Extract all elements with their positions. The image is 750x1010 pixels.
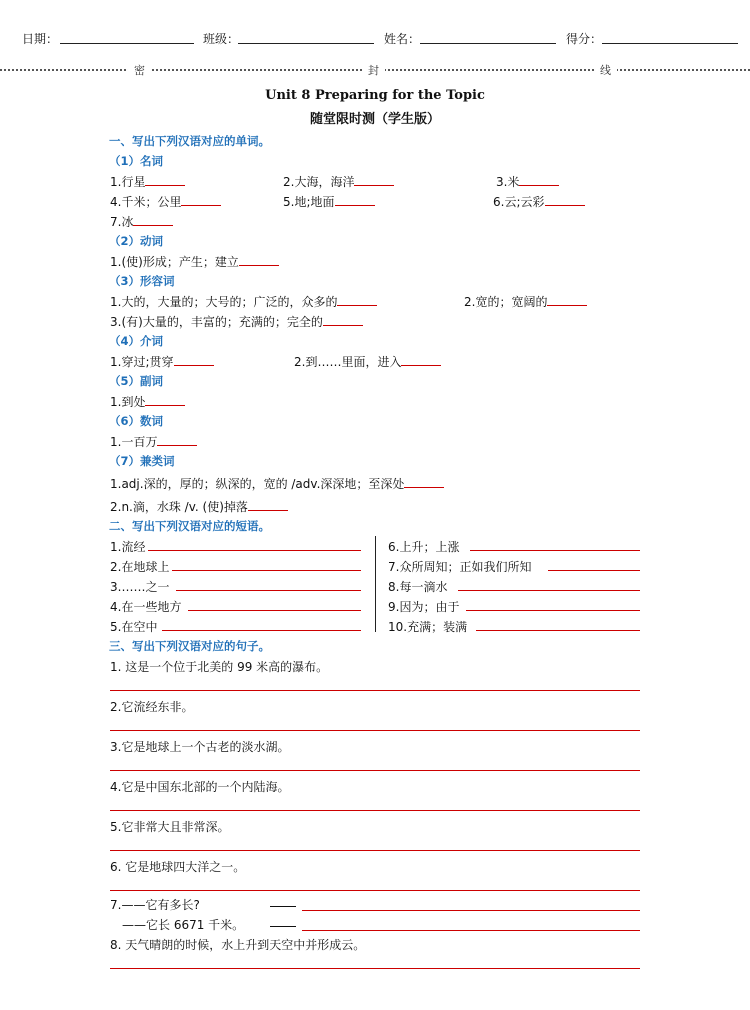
noun-item-5 [283,193,375,210]
answer-blank[interactable] [323,313,363,326]
phrase-left-2: 2.在地球上 [110,560,170,574]
score-field[interactable] [602,43,738,44]
answer-line[interactable] [110,770,640,771]
item-text: 6.云;云彩 [493,195,545,209]
sentence-4: 4.它是中国东北部的一个内陆海。 [110,780,290,794]
section1-heading: 一、写出下列汉语对应的单词。 [109,134,270,148]
prep-item-1 [110,353,214,370]
noun-item-6 [493,193,585,210]
item-text: 2.宽的；宽阔的 [464,295,548,309]
adjectives-label: （3）形容词 [109,274,175,288]
dialogue-dash [270,906,296,907]
answer-blank[interactable] [145,393,185,406]
phrase-right-7: 7.众所周知；正如我们所知 [388,560,532,574]
score-label: 得分： [566,32,603,46]
item-text: 1.到处 [110,395,146,409]
seal-feng: 封 [362,62,385,78]
answer-line[interactable] [476,630,640,631]
phrase-right-9: 9.因为；由于 [388,600,460,614]
sentence-7b: ——它长 6671 千米。 [122,918,245,932]
page-subtitle: 随堂限时测（学生版） [309,112,440,127]
item-text: 3.米 [496,175,520,189]
sentence-7a: 7.——它有多长? [110,898,200,912]
class-field[interactable] [238,43,374,44]
phrase-right-8: 8.每一滴水 [388,580,448,594]
phrase-left-1: 1.流经 [110,540,146,554]
verbs-label: （2）动词 [109,234,164,248]
answer-line[interactable] [172,570,361,571]
adverbs-label: （5）副词 [109,374,164,388]
verb-item-1 [110,253,279,270]
answer-blank[interactable] [547,293,587,306]
sentence-1: 1. 这是一个位于北美的 99 米高的瀑布。 [110,660,329,674]
answer-line[interactable] [110,890,640,891]
answer-line[interactable] [470,550,640,551]
numerals-label: （6）数词 [109,414,164,428]
sentence-8: 8. 天气晴朗的时候，水上升到天空中并形成云。 [110,938,366,952]
answer-line[interactable] [302,910,640,911]
answer-line[interactable] [162,630,361,631]
dialogue-dash [270,926,296,927]
item-text: 4.千米；公里 [110,195,182,209]
adj-item-2 [464,293,587,310]
answer-line[interactable] [110,810,640,811]
item-text: 1.(使)形成；产生；建立 [110,255,239,269]
item-text: 1.穿过;贯穿 [110,355,174,369]
section3-heading: 三、写出下列汉语对应的句子。 [109,639,270,653]
answer-line[interactable] [148,550,361,551]
multi-item-1 [110,475,444,492]
answer-line[interactable] [458,590,640,591]
sentence-6: 6. 它是地球四大洋之一。 [110,860,246,874]
answer-blank[interactable] [401,353,441,366]
answer-line[interactable] [110,690,640,691]
phrase-left-4: 4.在一些地方 [110,600,182,614]
answer-blank[interactable] [239,253,279,266]
answer-line[interactable] [302,930,640,931]
multi-label: （7）兼类词 [109,454,175,468]
answer-blank[interactable] [248,498,288,511]
answer-line[interactable] [176,590,361,591]
prep-item-2 [294,353,441,370]
item-text: 1.大的，大量的；大号的；广泛的，众多的 [110,295,338,309]
answer-blank[interactable] [519,173,559,186]
sentence-2: 2.它流经东非。 [110,700,194,714]
noun-item-3 [496,173,559,190]
noun-item-2 [283,173,394,190]
answer-blank[interactable] [181,193,221,206]
answer-line[interactable] [466,610,640,611]
noun-item-7 [110,213,173,230]
sentence-3: 3.它是地球上一个古老的淡水湖。 [110,740,290,754]
section2-heading: 二、写出下列汉语对应的短语。 [109,519,270,533]
seal-xian: 线 [594,62,617,78]
answer-blank[interactable] [145,173,185,186]
phrase-right-6: 6.上升；上涨 [388,540,460,554]
name-field[interactable] [420,43,556,44]
noun-item-4 [110,193,221,210]
class-label: 班级： [203,32,240,46]
answer-blank[interactable] [404,475,444,488]
noun-item-1 [110,173,185,190]
prepositions-label: （4）介词 [109,334,164,348]
name-label: 姓名： [384,32,421,46]
answer-blank[interactable] [157,433,197,446]
column-divider [375,536,376,632]
phrase-left-3: 3.……之一 [110,580,170,594]
adj-item-3 [110,313,363,330]
nouns-label: （1）名词 [109,154,164,168]
answer-line[interactable] [548,570,640,571]
item-text: 1.一百万 [110,435,158,449]
answer-blank[interactable] [335,193,375,206]
phrase-right-10: 10.充满；装满 [388,620,468,634]
item-text: 7.冰 [110,215,134,229]
answer-blank[interactable] [354,173,394,186]
item-text: 1.adj.深的，厚的；纵深的，宽的 /adv.深深地；至深处 [110,477,405,491]
item-text: 2.到……里面，进入 [294,355,402,369]
item-text: 2.n.滴，水珠 /v. (使)掉落 [110,500,248,514]
adv-item-1 [110,393,185,410]
multi-item-2 [110,498,288,515]
answer-line[interactable] [110,850,640,851]
answer-line[interactable] [110,730,640,731]
date-label: 日期： [22,32,59,46]
seal-mi: 密 [128,62,151,78]
item-text: 5.地;地面 [283,195,335,209]
item-text: 1.行星 [110,175,146,189]
item-text: 3.(有)大量的，丰富的；充满的；完全的 [110,315,323,329]
answer-blank[interactable] [133,213,173,226]
adj-item-1 [110,293,377,310]
num-item-1 [110,433,197,450]
date-field[interactable] [60,43,194,44]
page-title: Unit 8 Preparing for the Topic [265,88,485,103]
answer-blank[interactable] [174,353,214,366]
answer-line[interactable] [110,968,640,969]
answer-blank[interactable] [545,193,585,206]
phrase-left-5: 5.在空中 [110,620,158,634]
answer-blank[interactable] [337,293,377,306]
item-text: 2.大海，海洋 [283,175,355,189]
sentence-5: 5.它非常大且非常深。 [110,820,230,834]
answer-line[interactable] [188,610,361,611]
